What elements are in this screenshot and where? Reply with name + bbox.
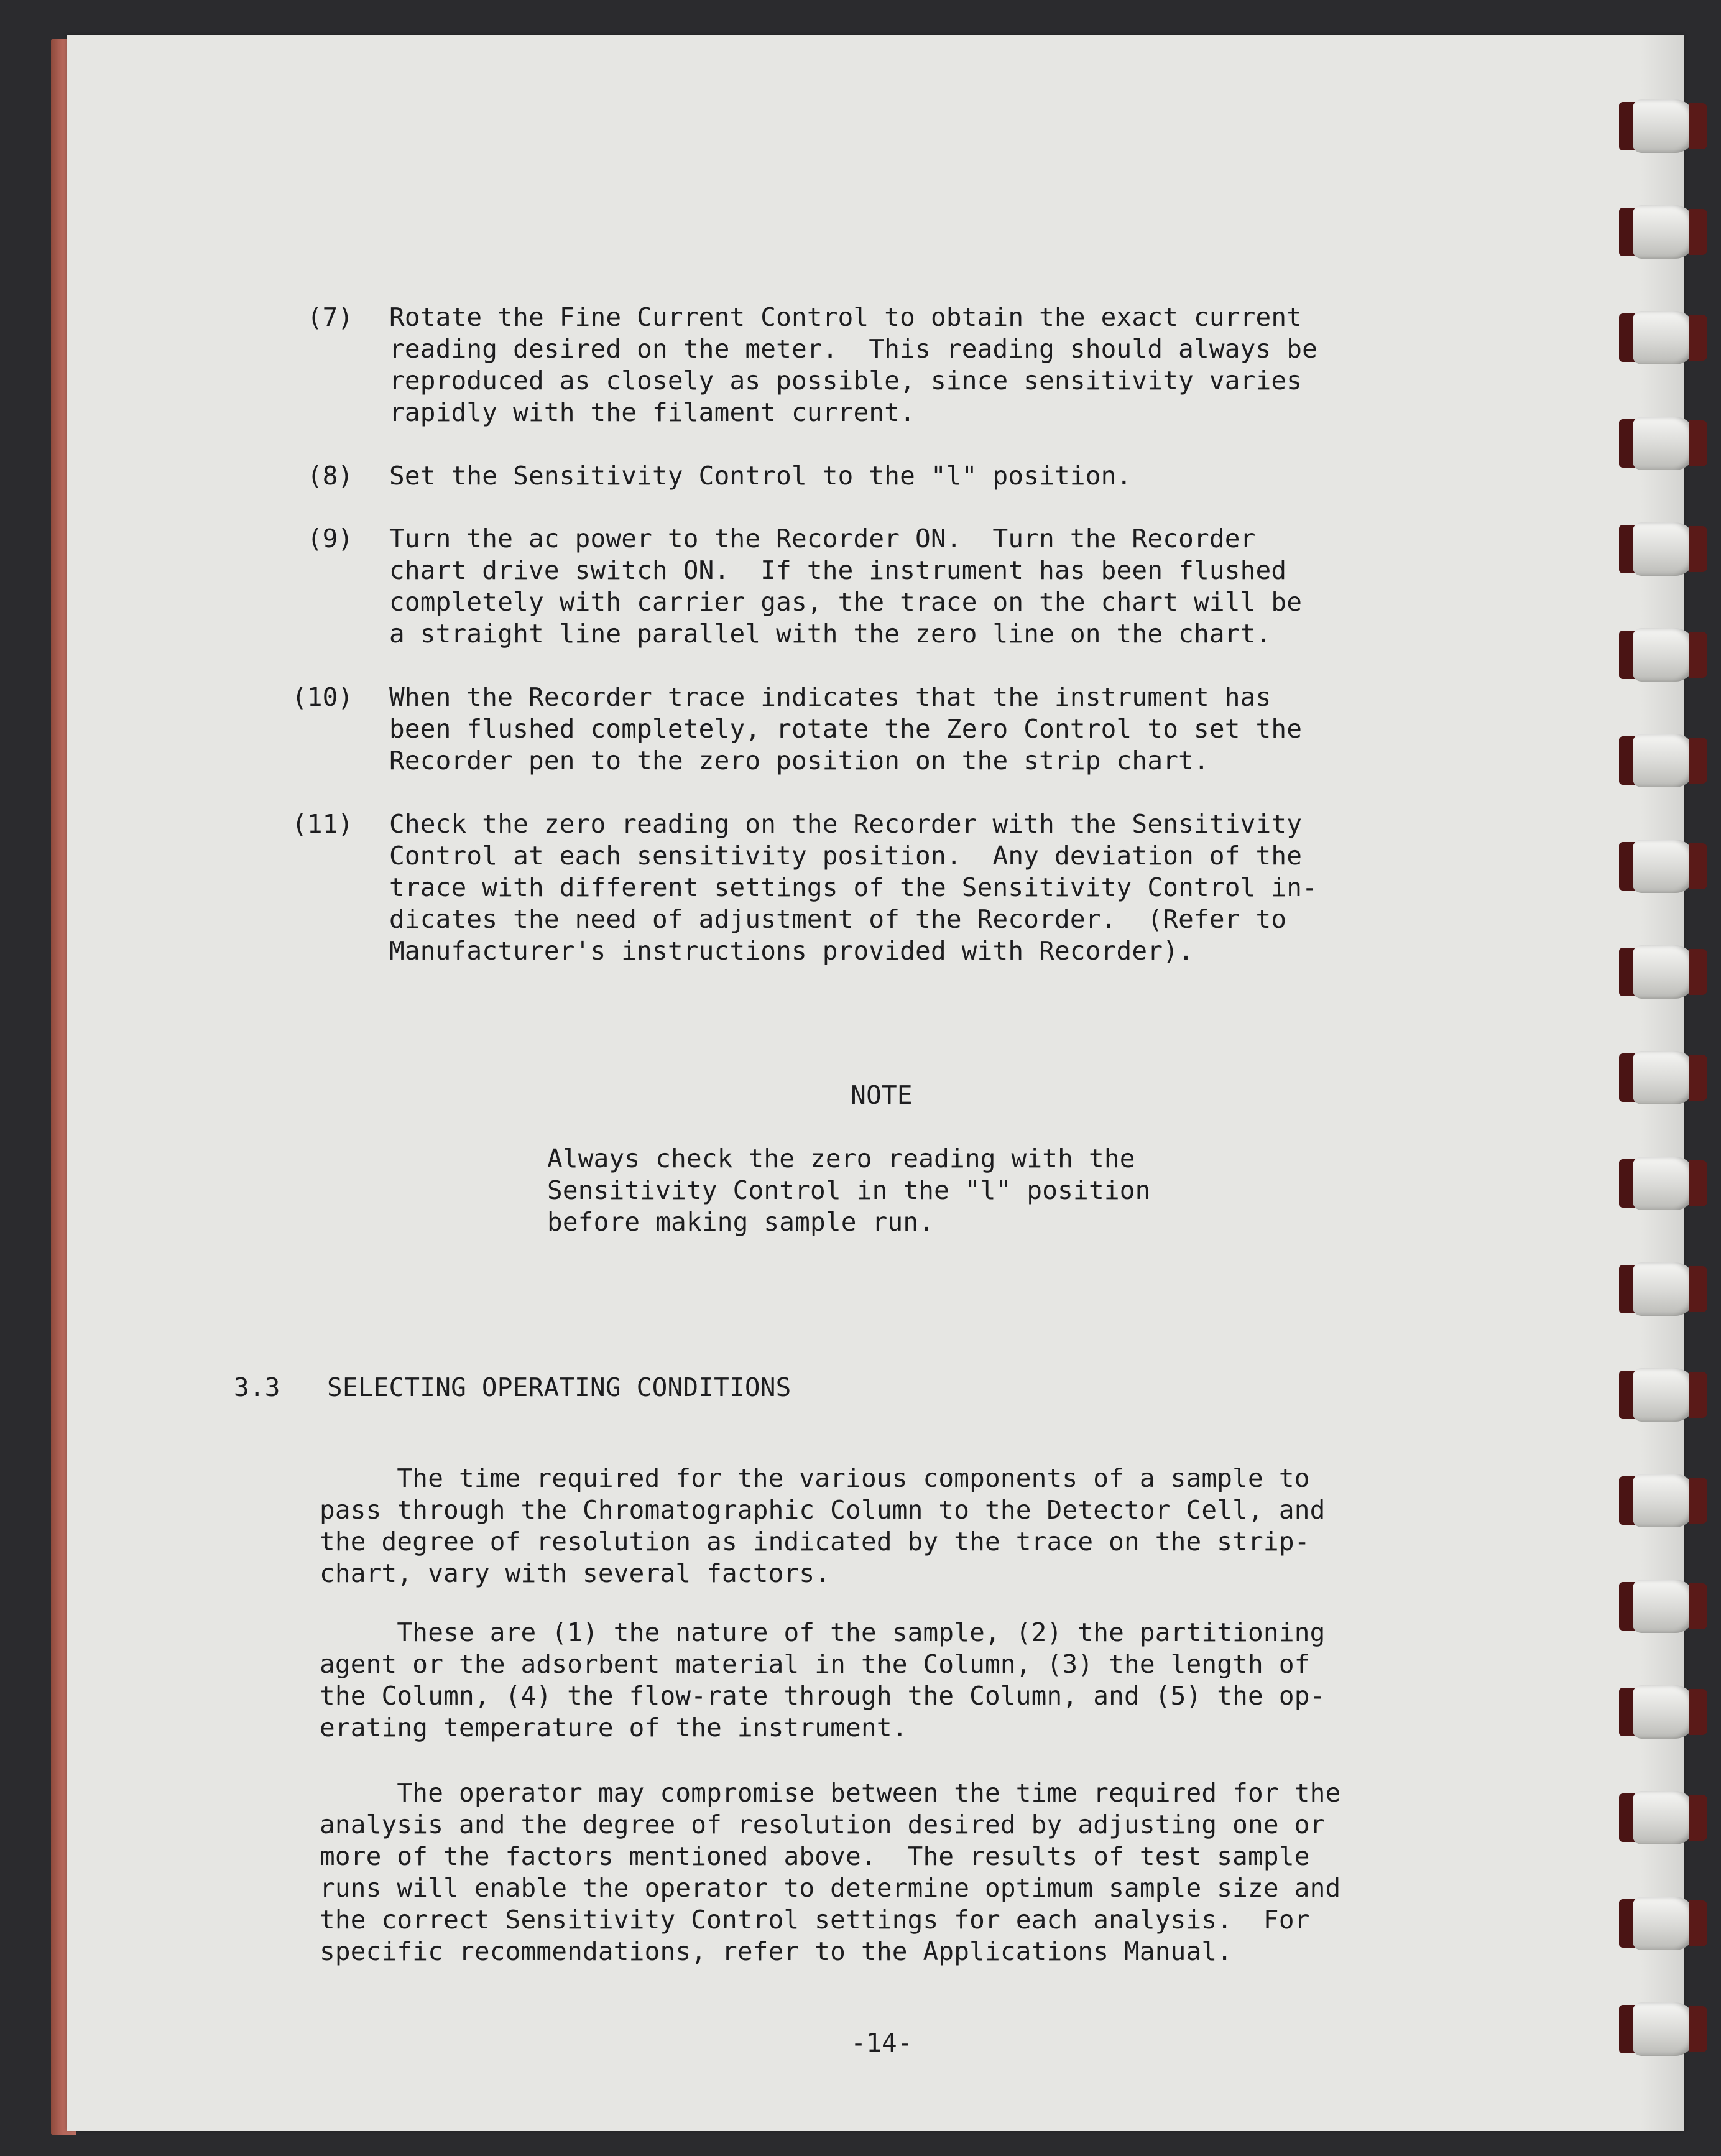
binding-ring [1615, 840, 1709, 893]
step-number: (9) [307, 524, 353, 553]
manual-page [67, 35, 1684, 2131]
step-line: Turn the ac power to the Recorder ON. Turn the Recorder [389, 524, 1256, 553]
binding-ring [1615, 1897, 1709, 1950]
binding-ring [1615, 1157, 1709, 1210]
binding-ring [1615, 99, 1709, 153]
paragraph-line: the degree of resolution as indicated by the trace on the strip- [320, 1527, 1310, 1557]
paragraph-line: more of the factors mentioned above. The results of test sample [320, 1841, 1310, 1871]
binding-ring [1615, 1051, 1709, 1104]
binding-ring [1615, 1262, 1709, 1316]
paragraph-line: specific recommendations, refer to the Applications Manual. [320, 1936, 1233, 1966]
step-line: dicates the need of adjustment of the Recorder. (Refer to [389, 904, 1287, 934]
spiral-binding [1615, 99, 1721, 2052]
step-line: chart drive switch ON. If the instrument has been flushed [389, 555, 1287, 585]
step-line: Check the zero reading on the Recorder with the Sensitivity [389, 809, 1303, 839]
paragraph-line: the correct Sensitivity Control settings for each analysis. For [320, 1905, 1310, 1935]
step-line: trace with different settings of the Sensitivity Control in- [389, 872, 1318, 902]
step-line: Recorder pen to the zero position on the strip chart. [389, 746, 1209, 775]
binding-ring [1615, 417, 1709, 470]
paragraph-line: The time required for the various components of a sample to [320, 1463, 1310, 1493]
page-number: -14- [851, 2028, 913, 2058]
section-title: SELECTING OPERATING CONDITIONS [327, 1372, 791, 1402]
step-line: reproduced as closely as possible, since sensitivity varies [389, 366, 1303, 396]
note-line: Always check the zero reading with the [547, 1144, 1135, 1173]
paragraph-line: runs will enable the operator to determine optimum sample size and [320, 1873, 1341, 1903]
paragraph-line: These are (1) the nature of the sample, (2) the partitioning [320, 1617, 1326, 1647]
step-line: been flushed completely, rotate the Zero Control to set the [389, 714, 1303, 744]
binding-ring [1615, 522, 1709, 576]
step-line: When the Recorder trace indicates that the instrument has [389, 682, 1271, 712]
binding-ring [1615, 1474, 1709, 1527]
step-line: a straight line parallel with the zero line on the chart. [389, 619, 1271, 649]
paragraph-line: agent or the adsorbent material in the Column, (3) the length of [320, 1649, 1310, 1679]
step-number: (7) [307, 302, 353, 332]
note-line: Sensitivity Control in the "l" position [547, 1175, 1151, 1205]
binding-ring [1615, 628, 1709, 682]
step-line: Rotate the Fine Current Control to obtain the exact current [389, 302, 1303, 332]
paragraph-line: analysis and the degree of resolution desired by adjusting one or [320, 1810, 1326, 1839]
note-heading: NOTE [851, 1080, 913, 1110]
binding-ring [1615, 1791, 1709, 1844]
binding-ring [1615, 1368, 1709, 1422]
step-line: Manufacturer's instructions provided with Recorder). [389, 936, 1194, 966]
step-number: (8) [307, 461, 353, 491]
step-number: (10) [292, 682, 353, 712]
binding-ring [1615, 311, 1709, 364]
section-number: 3.3 [234, 1372, 280, 1402]
binding-ring [1615, 205, 1709, 259]
step-line: rapidly with the filament current. [389, 397, 916, 427]
binding-ring [1615, 734, 1709, 787]
paragraph-line: pass through the Chromatographic Column to the Detector Cell, and [320, 1495, 1326, 1525]
note-line: before making sample run. [547, 1207, 934, 1237]
paragraph-line: the Column, (4) the flow-rate through the Column, and (5) the op- [320, 1681, 1326, 1711]
paragraph-line: erating temperature of the instrument. [320, 1713, 908, 1742]
binding-ring [1615, 2002, 1709, 2056]
step-line: reading desired on the meter. This reading should always be [389, 334, 1318, 364]
step-line: Set the Sensitivity Control to the "l" position. [389, 461, 1132, 491]
paragraph-line: The operator may compromise between the time required for the [320, 1778, 1341, 1808]
binding-ring [1615, 1685, 1709, 1739]
binding-ring [1615, 1580, 1709, 1633]
step-number: (11) [292, 809, 353, 839]
binding-ring [1615, 945, 1709, 999]
paragraph-line: chart, vary with several factors. [320, 1558, 831, 1588]
step-line: completely with carrier gas, the trace on the chart will be [389, 587, 1303, 617]
step-line: Control at each sensitivity position. Any deviation of the [389, 841, 1303, 871]
